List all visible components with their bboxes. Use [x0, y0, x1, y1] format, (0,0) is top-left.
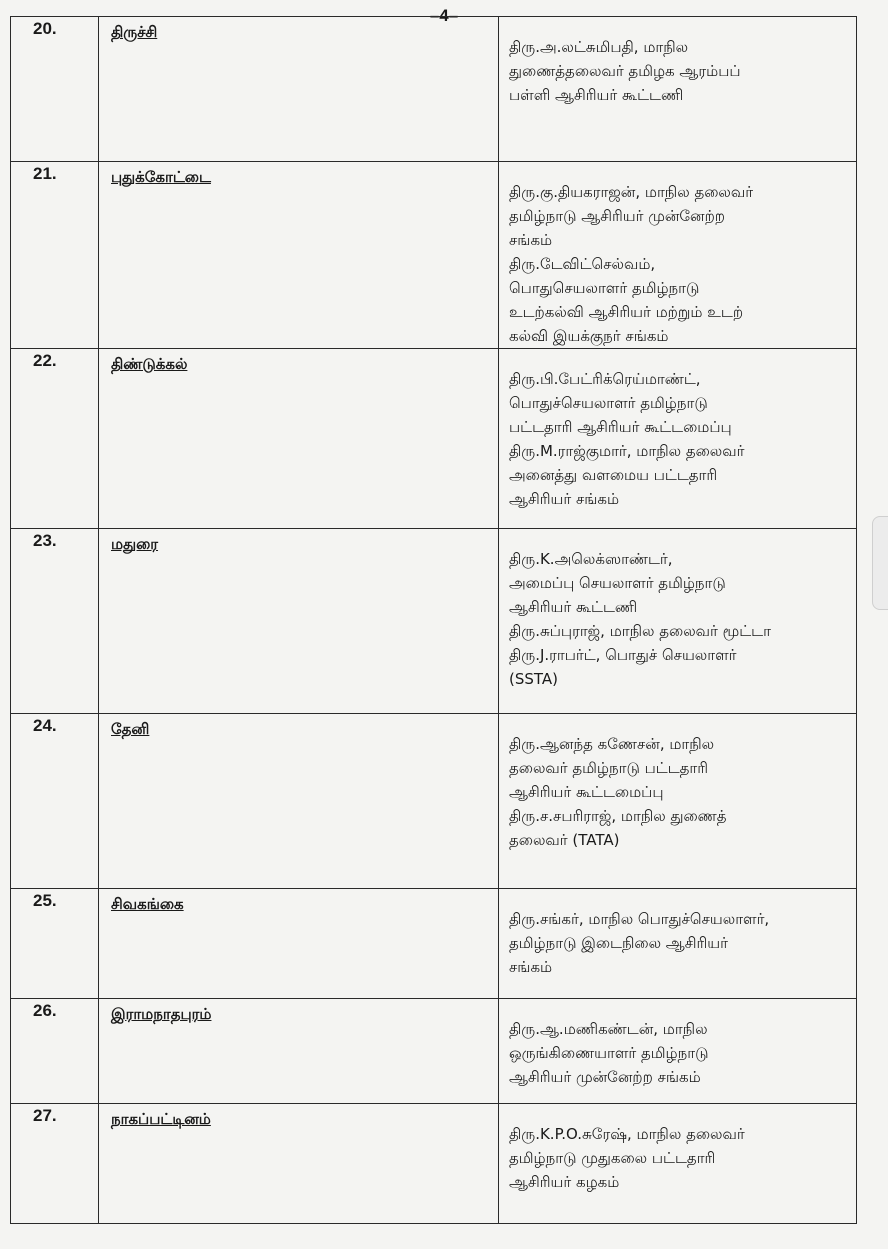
members-list [499, 162, 856, 348]
member-entry: திரு.ஆ.மணிகண்டன், மாநில ஒருங்கிணையாளர் தமிழ்நாடு ஆசிரியர் முன்னேற்ற சங்கம் [509, 1020, 709, 1086]
row-number-cell [11, 17, 99, 162]
table-row [11, 889, 857, 999]
member-entry: திரு.கு.தியகராஜன், மாநில தலைவர் தமிழ்நாடு ஆசிரியர் முன்னேற்ற சங்கம் [509, 183, 754, 249]
district-cell [99, 529, 499, 714]
row-number-cell [11, 529, 99, 714]
members-list [499, 999, 856, 1089]
member-entry: திரு.சுப்புராஜ், மாநில தலைவர் மூட்டா [509, 622, 771, 640]
district-name: நாகப்பட்டினம் [111, 1110, 211, 1128]
side-panel-tab[interactable] [872, 516, 888, 610]
district-name: திண்டுக்கல் [111, 355, 188, 373]
member-entry: திரு.பி.பேட்ரிக்ரெய்மாண்ட், பொதுச்செயலாளர் தமிழ்நாடு பட்டதாரி ஆசிரியர் கூட்டமைப்பு [509, 370, 732, 436]
members-cell [499, 1104, 857, 1224]
row-number-cell [11, 999, 99, 1104]
district-cell [99, 17, 499, 162]
member-entry: திரு.டேவிட்செல்வம், பொதுசெயலாளர் தமிழ்நாடு உடற்கல்வி ஆசிரியர் மற்றும் உடற் கல்வி இயக்குநர் சங்கம் [509, 255, 744, 345]
district-name: இராமநாதபுரம் [111, 1005, 212, 1023]
members-cell [499, 889, 857, 999]
row-number-cell [11, 714, 99, 889]
district-name: தேனி [111, 720, 150, 738]
member-entry: திரு.K.அலெக்ஸாண்டர், அமைப்பு செயலாளர் தமிழ்நாடு ஆசிரியர் கூட்டணி [509, 550, 726, 616]
row-number-cell [11, 162, 99, 349]
members-list [499, 17, 856, 107]
table-row [11, 17, 857, 162]
district-name: திருச்சி [111, 23, 158, 41]
members-cell [499, 714, 857, 889]
row-number-cell [11, 889, 99, 999]
district-cell [99, 349, 499, 529]
row-number: 22. [33, 351, 57, 370]
member-entry: திரு.அ.லட்சுமிபதி, மாநில துணைத்தலைவர் தமிழக ஆரம்பப் பள்ளி ஆசிரியர் கூட்டணி [509, 38, 741, 104]
row-number: 20. [33, 19, 57, 38]
table-body [11, 17, 857, 1224]
district-name: புதுக்கோட்டை [111, 168, 211, 186]
row-number: 23. [33, 531, 57, 550]
member-entry: திரு.ச.சபரிராஜ், மாநில துணைத் தலைவர் (TATA) [509, 807, 727, 849]
members-list [499, 349, 856, 511]
district-cell [99, 714, 499, 889]
district-cell [99, 999, 499, 1104]
member-entry: திரு.M.ராஜ்குமார், மாநில தலைவர் அனைத்து வளமைய பட்டதாரி ஆசிரியர் சங்கம் [509, 442, 745, 508]
row-number: 27. [33, 1106, 57, 1125]
table-row [11, 1104, 857, 1224]
member-entry: திரு.J.ராபர்ட், பொதுச் செயலாளர் (SSTA) [509, 646, 737, 688]
district-members-table [10, 16, 857, 1224]
members-list [499, 1104, 856, 1194]
members-cell [499, 999, 857, 1104]
row-number: 24. [33, 716, 57, 735]
district-cell [99, 1104, 499, 1224]
table-row [11, 529, 857, 714]
row-number-cell [11, 1104, 99, 1224]
member-entry: திரு.ஆனந்த கணேசன், மாநில தலைவர் தமிழ்நாடு பட்டதாரி ஆசிரியர் கூட்டமைப்பு [509, 735, 715, 801]
table-row [11, 999, 857, 1104]
district-name: மதுரை [111, 535, 159, 553]
members-cell [499, 17, 857, 162]
table-row [11, 349, 857, 529]
district-cell [99, 889, 499, 999]
district-cell [99, 162, 499, 349]
members-cell [499, 349, 857, 529]
row-number: 25. [33, 891, 57, 910]
member-entry: திரு.சங்கர், மாநில பொதுச்செயலாளர், தமிழ்நாடு இடைநிலை ஆசிரியர் சங்கம் [509, 910, 770, 976]
members-list [499, 889, 856, 979]
members-cell [499, 529, 857, 714]
members-list [499, 714, 856, 852]
members-cell [499, 162, 857, 349]
page-number: –4– [429, 6, 459, 25]
table-row [11, 714, 857, 889]
member-entry: திரு.K.P.O.சுரேஷ், மாநில தலைவர் தமிழ்நாடு முதுகலை பட்டதாரி ஆசிரியர் கழகம் [509, 1125, 745, 1191]
row-number: 26. [33, 1001, 57, 1020]
row-number: 21. [33, 164, 57, 183]
district-name: சிவகங்கை [111, 895, 184, 913]
row-number-cell [11, 349, 99, 529]
members-list [499, 529, 856, 691]
table-row [11, 162, 857, 349]
